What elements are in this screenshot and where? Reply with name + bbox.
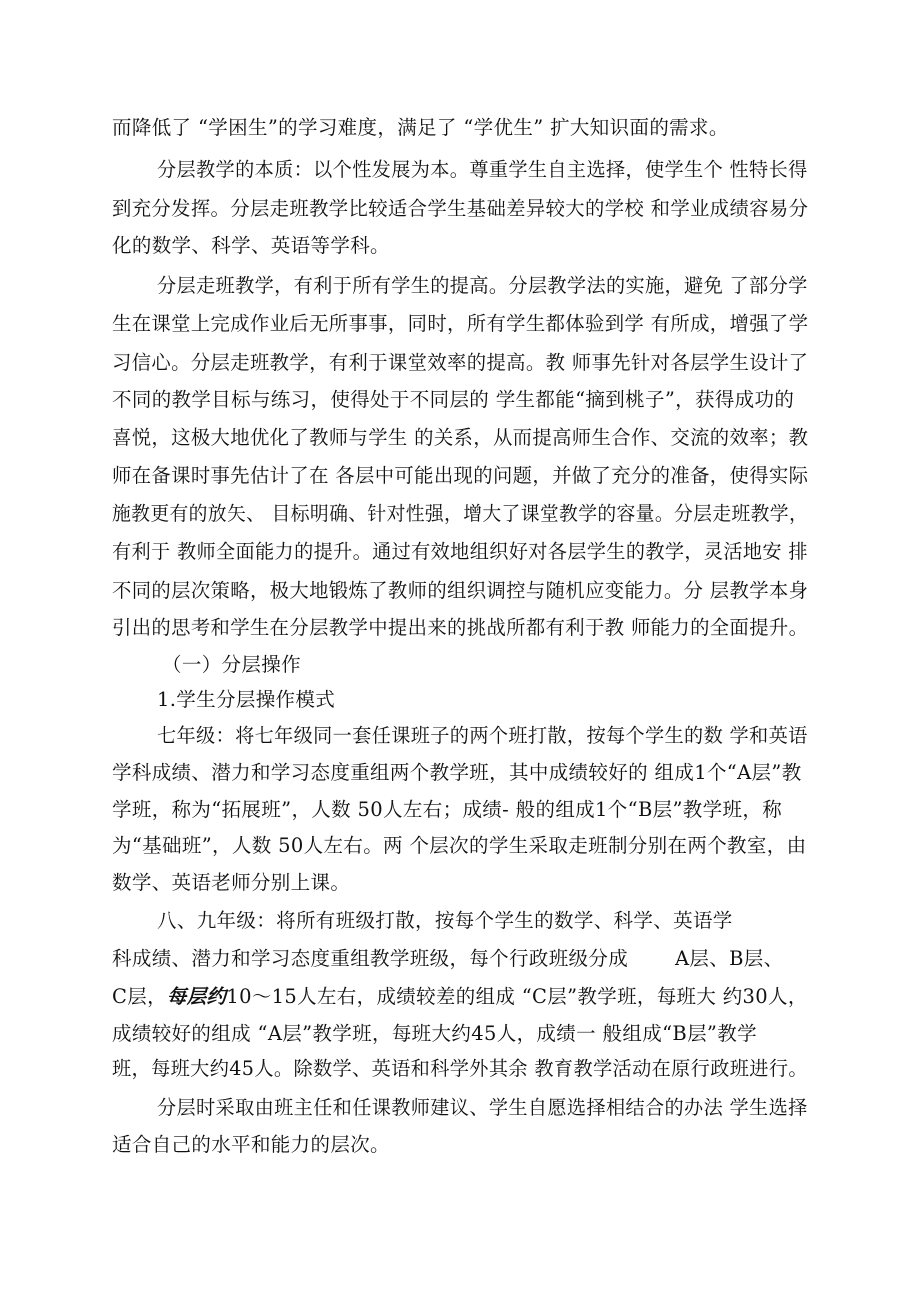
text-line: 喜悦，这极大地优化了教师与学生 的关系，从而提高师生合作、交流的效率；教 xyxy=(112,426,809,449)
text-line: A层、B层、 xyxy=(675,947,784,970)
text-line: 习信心。分层走班教学，有利于课堂效率的提高。教 师事先针对各层学生设计了 xyxy=(112,351,809,374)
text-line: 学班，称为“拓展班”，人数 50人左右；成绩- 般的组成1个“B层”教学班，称 xyxy=(112,798,783,821)
text-line: 数学、英语老师分别上课。 xyxy=(112,871,351,894)
text-line: 师在备课时事先估计了在 各层中可能出现的问题，并做了充分的准备，使得实际 xyxy=(112,464,809,487)
text-line: 不同的层次策略，极大地锻炼了教师的组织调控与随机应变能力。分 层教学本身 xyxy=(112,579,809,602)
text-line: 施教更有的放矢、 目标明确、针对性强，增大了课堂教学的容量。分层走班教学， xyxy=(112,502,809,525)
text-line: 学科成绩、潜力和学习态度重组两个教学班，其中成绩较好的 组成1个“A层”教 xyxy=(112,761,802,784)
text-line: 科成绩、潜力和学习态度重组教学班级，每个行政班级分成 xyxy=(112,947,629,970)
text-line: 成绩较好的组成 “A层”教学班，每班大约45人，成绩一 般组成“B层”教学 xyxy=(112,1022,757,1045)
text-line: 分层时采取由班主任和任课教师建议、学生自愿选择相结合的办法 学生选择 xyxy=(157,1096,808,1119)
text-line: 适合自己的水平和能力的层次。 xyxy=(112,1133,390,1156)
text-line: 八、九年级：将所有班级打散，按每个学生的数学、科学、英语学 xyxy=(157,909,733,932)
text-line: 化的数学、科学、英语等学科。 xyxy=(112,234,390,257)
text-line: 有利于 教师全面能力的提升。通过有效地组织好对各层学生的教学，灵活地安 排 xyxy=(112,540,808,563)
emphasis-text: 每层约 xyxy=(166,985,227,1008)
text-run: C层， xyxy=(112,985,167,1008)
text-run: 10～15人左右，成绩较差的组成 “C层”教学班，每班大 约30人， xyxy=(226,985,808,1008)
text-line: 到充分发挥。分层走班教学比较适合学生基础差异较大的学校 和学业成绩容易分 xyxy=(112,197,809,220)
subsection-heading: 1.学生分层操作模式 xyxy=(157,688,336,711)
text-line: 七年级：将七年级同一套任课班子的两个班打散，按每个学生的数 学和英语 xyxy=(157,724,808,747)
text-line: 分层走班教学，有利于所有学生的提高。分层教学法的实施，避免 了部分学 xyxy=(157,274,808,297)
section-heading: （一）分层操作 xyxy=(162,653,301,676)
text-line xyxy=(112,984,808,1010)
text-line: 而降低了 “学困生”的学习难度，满足了 “学优生” 扩大知识面的需求。 xyxy=(112,116,729,139)
text-line: 生在课堂上完成作业后无所事事，同时，所有学生都体验到学 有所成，增强了学 xyxy=(112,312,809,335)
text-line: 引出的思考和学生在分层教学中提出来的挑战所都有利于教 师能力的全面提升。 xyxy=(112,616,809,639)
text-line: 分层教学的本质：以个性发展为本。尊重学生自主选择，使学生个 性特长得 xyxy=(157,158,808,181)
text-line: 不同的教学目标与练习，使得处于不同层的 学生都能“摘到桃子”，获得成功的 xyxy=(112,388,795,411)
text-line: 班，每班大约45人。除数学、英语和科学外其余 教育教学活动在原行政班进行。 xyxy=(112,1057,808,1080)
text-line: 为“基础班”，人数 50人左右。两 个层次的学生采取走班制分别在两个教室，由 xyxy=(112,834,807,857)
